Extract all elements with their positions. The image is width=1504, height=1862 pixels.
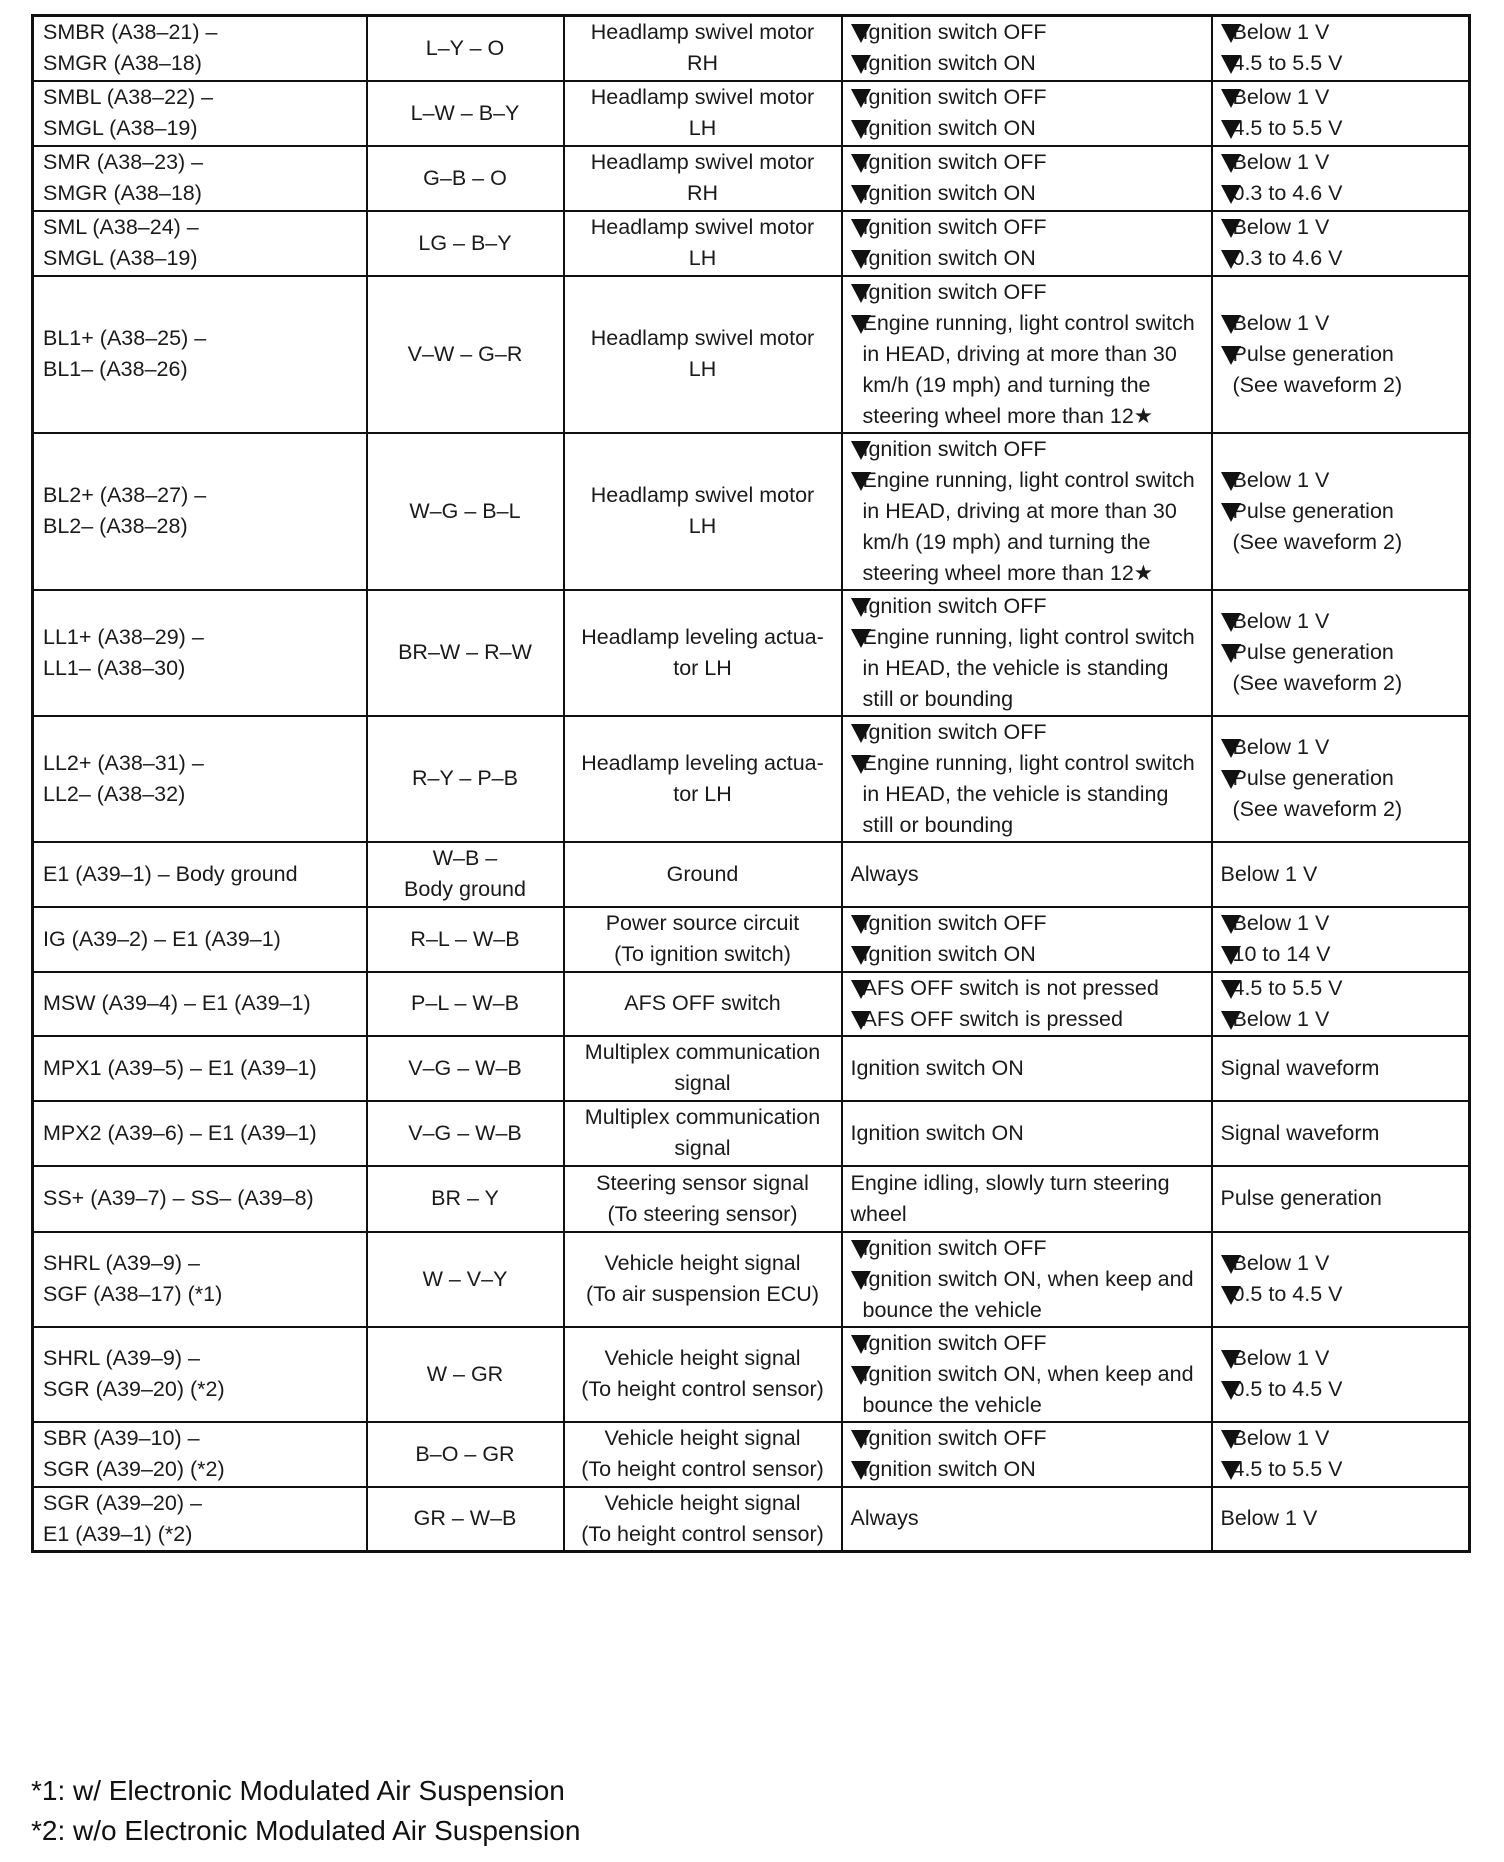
text-line: LH (688, 357, 717, 381)
text-line: tor LH (673, 655, 732, 680)
text-line: (To height control sensor) (581, 1457, 824, 1481)
condition-cell (842, 907, 1212, 972)
text-line: (To height control sensor) (581, 1521, 824, 1546)
text-line: Headlamp swivel motor (590, 20, 815, 45)
bullet-line: Pulse generation (1221, 496, 1460, 527)
bullet-line: Ignition switch OFF (851, 147, 1205, 178)
text-line: in HEAD, the vehicle is standing (862, 655, 1169, 680)
text-line: in HEAD, driving at more than 30 (862, 498, 1177, 523)
bullet-line: Below 1 V (1221, 147, 1460, 178)
bullet-line: Ignition switch OFF (851, 1423, 1205, 1454)
text-line: (To steering sensor) (607, 1201, 798, 1226)
footnote-1: *1: w/ Electronic Modulated Air Suspension (31, 1775, 565, 1806)
wiring-color-cell (367, 1327, 564, 1422)
terminal-cell (33, 16, 367, 81)
text-line: IG (A39–2) – E1 (A39–1) (43, 926, 281, 951)
specified-condition-cell (1212, 590, 1470, 716)
terminal-description-cell (564, 1422, 842, 1487)
text-line: tor LH (673, 781, 732, 806)
condition-cell (842, 1101, 1212, 1166)
text-line: SMR (A38–23) – (43, 150, 204, 174)
text-line: signal (674, 1071, 731, 1095)
text-line: still or bounding (862, 812, 1014, 837)
wiring-color-cell (367, 81, 564, 146)
text-line: SMGL (A38–19) (43, 116, 198, 140)
wiring-color-cell (367, 211, 564, 276)
terminal-description-cell (564, 1327, 842, 1422)
terminal-description-cell (564, 716, 842, 842)
bullet-line: 10 to 14 V (1221, 939, 1460, 970)
table-row (33, 842, 1470, 907)
wiring-color-cell (367, 1232, 564, 1327)
bullet-line: AFS OFF switch is pressed (851, 1004, 1205, 1035)
specified-condition-cell (1212, 146, 1470, 211)
text-line: Power source circuit (605, 911, 800, 935)
terminal-description-cell (564, 1487, 842, 1552)
bullet-line: Below 1 V (1221, 732, 1460, 763)
bullet-line: Below 1 V (1221, 212, 1460, 243)
text-line: Body ground (404, 877, 526, 901)
text-line: BL2+ (A38–27) – (43, 483, 207, 507)
bullet-line: Ignition switch ON (851, 178, 1205, 209)
text-line: LH (688, 116, 717, 140)
terminal-cell (33, 842, 367, 907)
condition-cell (842, 433, 1212, 590)
text-line: steering wheel more than 12★ (862, 560, 1154, 585)
terminal-cell (33, 716, 367, 842)
specified-condition-cell (1212, 211, 1470, 276)
text-line: bounce the vehicle (862, 1297, 1042, 1322)
specified-condition-cell (1212, 1036, 1470, 1101)
condition-cell (842, 842, 1212, 907)
condition-cell (842, 81, 1212, 146)
condition-cell (842, 1327, 1212, 1422)
wiring-color-cell (367, 16, 564, 81)
specified-condition-cell (1212, 1166, 1470, 1232)
specified-condition-cell (1212, 1232, 1470, 1327)
specified-condition-cell (1212, 81, 1470, 146)
text-line: Vehicle height signal (604, 1490, 801, 1515)
bullet-line: 0.5 to 4.5 V (1221, 1374, 1460, 1405)
text-line: SS+ (A39–7) – SS– (A39–8) (43, 1186, 314, 1210)
specified-condition-cell (1212, 972, 1470, 1036)
terminal-cell (33, 590, 367, 716)
bullet-line: Below 1 V (1221, 908, 1460, 939)
terminal-cell (33, 1166, 367, 1232)
condition-cell (842, 211, 1212, 276)
text-line: wheel (850, 1201, 907, 1226)
terminal-description-cell (564, 146, 842, 211)
text-line: SHRL (A39–9) – (43, 1251, 200, 1275)
text-line: Headlamp leveling actua- (581, 750, 824, 775)
text-line: W–G – B–L (409, 498, 521, 523)
condition-cell (842, 1422, 1212, 1487)
specified-condition-cell (1212, 907, 1470, 972)
text-line: SMGR (A38–18) (43, 51, 202, 76)
terminal-description-cell (564, 972, 842, 1036)
terminal-description-cell (564, 16, 842, 81)
text-line: Pulse generation (1220, 1186, 1382, 1210)
text-line: (See waveform 2) (1232, 529, 1403, 554)
text-line: SGF (A38–17) (*1) (43, 1282, 223, 1306)
bullet-line: Ignition switch ON (851, 243, 1205, 274)
terminal-description-cell (564, 1232, 842, 1327)
bullet-line: AFS OFF switch is not pressed (851, 973, 1205, 1004)
bullet-line: Engine running, light control switch (851, 308, 1205, 339)
bullet-line: Ignition switch OFF (851, 82, 1205, 113)
wiring-color-cell (367, 1036, 564, 1101)
terminal-cell (33, 1422, 367, 1487)
terminal-cell (33, 972, 367, 1036)
text-line: SBR (A39–10) – (43, 1426, 200, 1450)
condition-cell (842, 16, 1212, 81)
text-line: V–G – W–B (408, 1055, 522, 1080)
text-line: SMBR (A38–21) – (43, 20, 218, 45)
specified-condition-cell (1212, 1101, 1470, 1166)
table-row (33, 907, 1470, 972)
condition-cell (842, 1036, 1212, 1101)
table-row (33, 81, 1470, 146)
text-line: V–G – W–B (408, 1120, 522, 1145)
table-row (33, 1422, 1470, 1487)
text-line: L–W – B–Y (410, 100, 520, 125)
text-line: (To height control sensor) (581, 1377, 824, 1401)
text-line: Headlamp leveling actua- (581, 624, 824, 649)
bullet-line: Below 1 V (1221, 1248, 1460, 1279)
wiring-color-cell (367, 1487, 564, 1552)
text-line: (To air suspension ECU) (585, 1282, 819, 1306)
bullet-line: Ignition switch OFF (851, 17, 1205, 48)
terminal-description-cell (564, 1166, 842, 1232)
text-line: signal (674, 1136, 731, 1160)
text-line: Below 1 V (1220, 1506, 1318, 1530)
text-line: Headlamp swivel motor (590, 326, 815, 350)
text-line: Steering sensor signal (596, 1170, 809, 1195)
bullet-line: Ignition switch OFF (851, 434, 1205, 465)
bullet-line: Pulse generation (1221, 763, 1460, 794)
text-line: BR – Y (431, 1186, 499, 1210)
bullet-line: Ignition switch OFF (851, 591, 1205, 622)
specified-condition-cell (1212, 1487, 1470, 1552)
wiring-color-cell (367, 1166, 564, 1232)
text-line: LH (688, 514, 717, 538)
condition-cell (842, 146, 1212, 211)
terminal-description-cell (564, 590, 842, 716)
bullet-line: Pulse generation (1221, 637, 1460, 668)
text-line: RH (686, 51, 719, 76)
text-line: Headlamp swivel motor (590, 215, 815, 239)
condition-cell (842, 972, 1212, 1036)
bullet-line: Below 1 V (1221, 1423, 1460, 1454)
text-line: Ground (666, 861, 739, 886)
wiring-color-cell (367, 276, 564, 433)
terminal-cell (33, 146, 367, 211)
table-row (33, 1036, 1470, 1101)
text-line: Engine idling, slowly turn steering (850, 1170, 1170, 1195)
bullet-line: Ignition switch OFF (851, 277, 1205, 308)
text-line: L–Y – O (425, 35, 505, 60)
text-line: LL2– (A38–32) (43, 781, 186, 806)
bullet-line: Below 1 V (1221, 606, 1460, 637)
text-line: LL1+ (A38–29) – (43, 624, 204, 649)
text-line: Signal waveform (1220, 1120, 1380, 1145)
text-line: (See waveform 2) (1232, 372, 1403, 397)
terminal-cell (33, 211, 367, 276)
text-line: Always (850, 861, 919, 886)
text-line: in HEAD, driving at more than 30 (862, 341, 1177, 366)
text-line: LH (688, 246, 717, 270)
bullet-line: Ignition switch OFF (851, 212, 1205, 243)
terminal-cell (33, 1487, 367, 1552)
text-line: Below 1 V (1220, 861, 1318, 886)
terminal-description-cell (564, 81, 842, 146)
text-line: W – V–Y (422, 1266, 508, 1291)
terminal-cell (33, 1036, 367, 1101)
text-line: bounce the vehicle (862, 1392, 1042, 1417)
bullet-line: Ignition switch OFF (851, 717, 1205, 748)
wiring-color-cell (367, 716, 564, 842)
bullet-line: Ignition switch ON, when keep and (851, 1264, 1205, 1295)
specified-condition-cell (1212, 276, 1470, 433)
bullet-line: Below 1 V (1221, 82, 1460, 113)
table-row (33, 146, 1470, 211)
text-line: (To ignition switch) (614, 942, 791, 966)
terminal-description-cell (564, 433, 842, 590)
terminal-description-cell (564, 211, 842, 276)
text-line: Headlamp swivel motor (590, 85, 815, 109)
bullet-line: Ignition switch OFF (851, 908, 1205, 939)
text-line: MPX2 (A39–6) – E1 (A39–1) (43, 1120, 317, 1145)
text-line: LL2+ (A38–31) – (43, 750, 204, 775)
text-line: V–W – G–R (407, 341, 523, 366)
bullet-line: Ignition switch ON (851, 939, 1205, 970)
wiring-color-cell (367, 1422, 564, 1487)
text-line: RH (686, 181, 719, 205)
text-line: BL2– (A38–28) (43, 514, 188, 538)
text-line: km/h (19 mph) and turning the (862, 372, 1151, 397)
table-row (33, 716, 1470, 842)
wiring-color-cell (367, 907, 564, 972)
terminal-cell (33, 907, 367, 972)
condition-cell (842, 1487, 1212, 1552)
terminal-cell (33, 81, 367, 146)
bullet-line: Below 1 V (1221, 17, 1460, 48)
specified-condition-cell (1212, 1327, 1470, 1422)
text-line: LL1– (A38–30) (43, 655, 186, 680)
text-line: still or bounding (862, 686, 1014, 711)
bullet-line: Pulse generation (1221, 339, 1460, 370)
table-row (33, 433, 1470, 590)
specified-condition-cell (1212, 842, 1470, 907)
text-line: W – GR (426, 1361, 504, 1386)
text-line: E1 (A39–1) – Body ground (43, 861, 298, 886)
text-line: SGR (A39–20) (*2) (43, 1377, 225, 1401)
text-line: B–O – GR (415, 1441, 515, 1466)
bullet-line: Below 1 V (1221, 308, 1460, 339)
wiring-color-cell (367, 146, 564, 211)
bullet-line: Engine running, light control switch (851, 748, 1205, 779)
table-row (33, 276, 1470, 433)
table-row (33, 1487, 1470, 1552)
text-line: W–B – (432, 846, 498, 870)
text-line: MPX1 (A39–5) – E1 (A39–1) (43, 1055, 317, 1080)
bullet-line: 0.5 to 4.5 V (1221, 1279, 1460, 1310)
condition-cell (842, 1166, 1212, 1232)
specified-condition-cell (1212, 16, 1470, 81)
terminal-cell (33, 1327, 367, 1422)
terminal-cell (33, 1101, 367, 1166)
text-line: SGR (A39–20) (*2) (43, 1457, 225, 1481)
bullet-line: Below 1 V (1221, 1343, 1460, 1374)
bullet-line: 4.5 to 5.5 V (1221, 1454, 1460, 1485)
text-line: GR – W–B (413, 1506, 517, 1530)
text-line: MSW (A39–4) – E1 (A39–1) (43, 991, 311, 1015)
text-line: Vehicle height signal (604, 1251, 801, 1275)
table-row (33, 972, 1470, 1036)
condition-cell (842, 716, 1212, 842)
text-line: SML (A38–24) – (43, 215, 199, 239)
bullet-line: Engine running, light control switch (851, 465, 1205, 496)
text-line: (See waveform 2) (1232, 797, 1403, 821)
bullet-line: Engine running, light control switch (851, 622, 1205, 653)
text-line: Headlamp swivel motor (590, 483, 815, 507)
text-line: SGR (A39–20) – (43, 1490, 202, 1515)
footnotes (31, 1771, 1468, 1851)
text-line: km/h (19 mph) and turning the (862, 529, 1151, 554)
table-row (33, 1327, 1470, 1422)
wiring-color-cell (367, 972, 564, 1036)
terminal-description-cell (564, 842, 842, 907)
condition-cell (842, 276, 1212, 433)
text-line: SMGL (A38–19) (43, 246, 198, 270)
wiring-color-cell (367, 1101, 564, 1166)
text-line: BL1– (A38–26) (43, 357, 188, 381)
text-line: Headlamp swivel motor (590, 150, 815, 174)
text-line: P–L – W–B (411, 991, 519, 1015)
text-line: Ignition switch ON (850, 1120, 1024, 1145)
footnote-2: *2: w/o Electronic Modulated Air Suspension (31, 1815, 581, 1846)
text-line: Signal waveform (1220, 1055, 1380, 1080)
bullet-line: Ignition switch OFF (851, 1328, 1205, 1359)
terminal-cell (33, 276, 367, 433)
text-line: in HEAD, the vehicle is standing (862, 781, 1169, 806)
table-row (33, 1232, 1470, 1327)
text-line: BL1+ (A38–25) – (43, 326, 207, 350)
wiring-color-cell (367, 433, 564, 590)
bullet-line: Ignition switch ON (851, 48, 1205, 79)
text-line: Multiplex communication (584, 1040, 821, 1064)
text-line: R–Y – P–B (412, 766, 518, 790)
text-line: SHRL (A39–9) – (43, 1346, 200, 1370)
text-line: SMGR (A38–18) (43, 181, 202, 205)
wiring-color-cell (367, 842, 564, 907)
text-line: Always (850, 1506, 919, 1530)
text-line: G–B – O (423, 165, 507, 190)
text-line: Ignition switch ON (850, 1055, 1024, 1080)
terminal-description-cell (564, 1036, 842, 1101)
bullet-line: Below 1 V (1221, 465, 1460, 496)
terminal-description-cell (564, 907, 842, 972)
table-row (33, 1101, 1470, 1166)
terminal-spec-table-body (33, 16, 1470, 1552)
text-line: Multiplex communication (584, 1105, 821, 1129)
bullet-line: 0.3 to 4.6 V (1221, 243, 1460, 274)
bullet-line: 4.5 to 5.5 V (1221, 973, 1460, 1004)
table-row (33, 211, 1470, 276)
terminal-spec-table (31, 14, 1471, 1553)
terminal-cell (33, 433, 367, 590)
terminal-description-cell (564, 1101, 842, 1166)
text-line: AFS OFF switch (624, 991, 781, 1015)
terminal-description-cell (564, 276, 842, 433)
text-line: Vehicle height signal (604, 1426, 801, 1450)
text-line: Vehicle height signal (604, 1346, 801, 1370)
bullet-line: 4.5 to 5.5 V (1221, 48, 1460, 79)
bullet-line: 0.3 to 4.6 V (1221, 178, 1460, 209)
bullet-line: Ignition switch ON (851, 1454, 1205, 1485)
terminal-cell (33, 1232, 367, 1327)
condition-cell (842, 590, 1212, 716)
table-row (33, 590, 1470, 716)
text-line: BR–W – R–W (398, 640, 532, 664)
bullet-line: 4.5 to 5.5 V (1221, 113, 1460, 144)
text-line: LG – B–Y (418, 230, 512, 255)
text-line: R–L – W–B (410, 926, 520, 951)
bullet-line: Below 1 V (1221, 1004, 1460, 1035)
bullet-line: Ignition switch OFF (851, 1233, 1205, 1264)
table-row (33, 1166, 1470, 1232)
specified-condition-cell (1212, 433, 1470, 590)
text-line: E1 (A39–1) (*2) (43, 1521, 193, 1546)
bullet-line: Ignition switch ON, when keep and (851, 1359, 1205, 1390)
specified-condition-cell (1212, 1422, 1470, 1487)
condition-cell (842, 1232, 1212, 1327)
table-row (33, 16, 1470, 81)
wiring-color-cell (367, 590, 564, 716)
text-line: (See waveform 2) (1232, 671, 1403, 695)
bullet-line: Ignition switch ON (851, 113, 1205, 144)
text-line: SMBL (A38–22) – (43, 85, 214, 109)
specified-condition-cell (1212, 716, 1470, 842)
text-line: steering wheel more than 12★ (862, 403, 1154, 428)
